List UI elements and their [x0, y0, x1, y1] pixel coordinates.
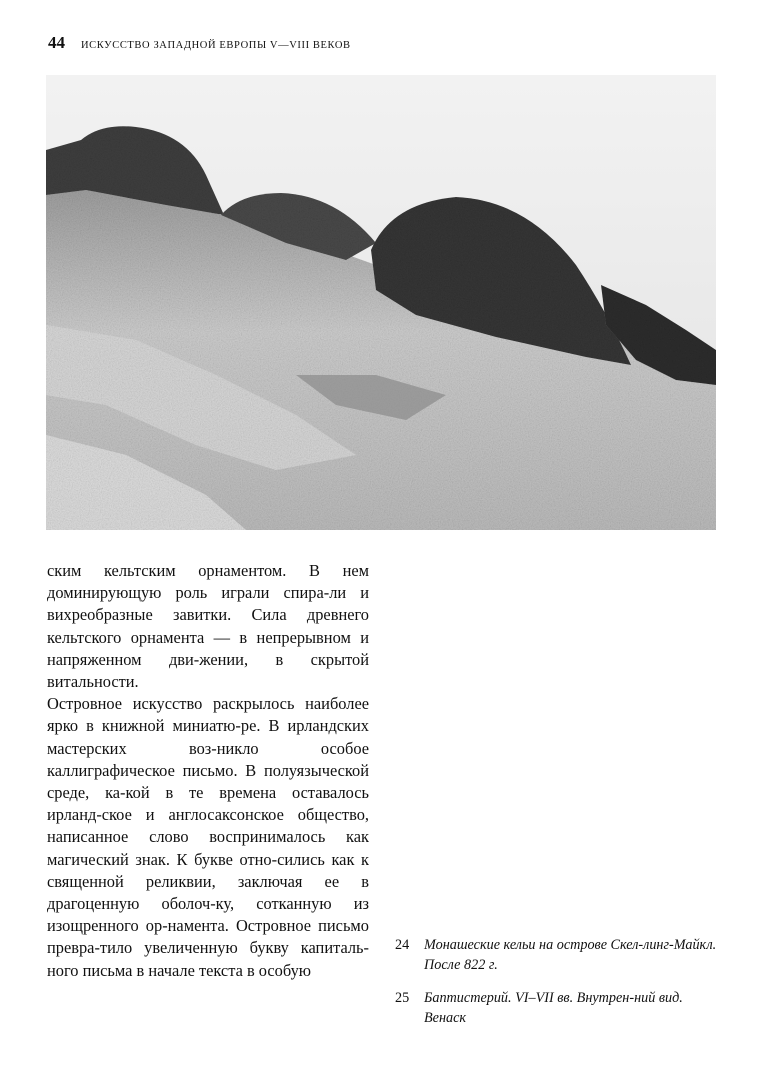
figure-photo	[46, 75, 716, 530]
running-head	[48, 33, 351, 55]
beehive-cells-illustration	[46, 75, 716, 530]
caption-text: Монашеские кельи на острове Скел-линг-Майкл. После 822 г.	[424, 937, 717, 973]
caption-text: Баптистерий. VI–VII вв. Внутрен-ний вид. Венаск	[424, 990, 683, 1026]
caption-24	[395, 935, 720, 975]
paragraph-1: ским кельтским орнаментом. В нем доминирующую роль играли спира-ли и вихреобразные завитки. Сила древнего кельтского орнамента — в непрерывном и напряженном дви-жении, в скрытой витальности.	[47, 561, 369, 692]
figure-captions	[395, 935, 720, 1041]
running-title: ИСКУССТВО ЗАПАДНОЙ ЕВРОПЫ V—VIII ВЕКОВ	[81, 40, 351, 51]
paragraph-2: Островное искусство раскрылось наиболее ярко в книжной миниатю-ре. В ирландских мастерских воз-никло особое каллиграфическое письмо. В полуязыческой среде, ка-кой в те времена оставалось ирланд-ское и англосаксонское общество, написанное слово воспринималось как магический знак. К букве отно-сились как к священной реликвии, заключая ее в драгоценную оболоч-ку, сотканную из изощренного ор-намента. Островное письмо превра-тило увеличенную букву капиталь-ного письма в начале текста в особую	[47, 694, 369, 980]
page-number: 44	[48, 33, 65, 52]
caption-number: 25	[395, 990, 410, 1006]
caption-number: 24	[395, 937, 410, 953]
caption-25	[395, 988, 720, 1028]
body-text	[47, 560, 369, 982]
